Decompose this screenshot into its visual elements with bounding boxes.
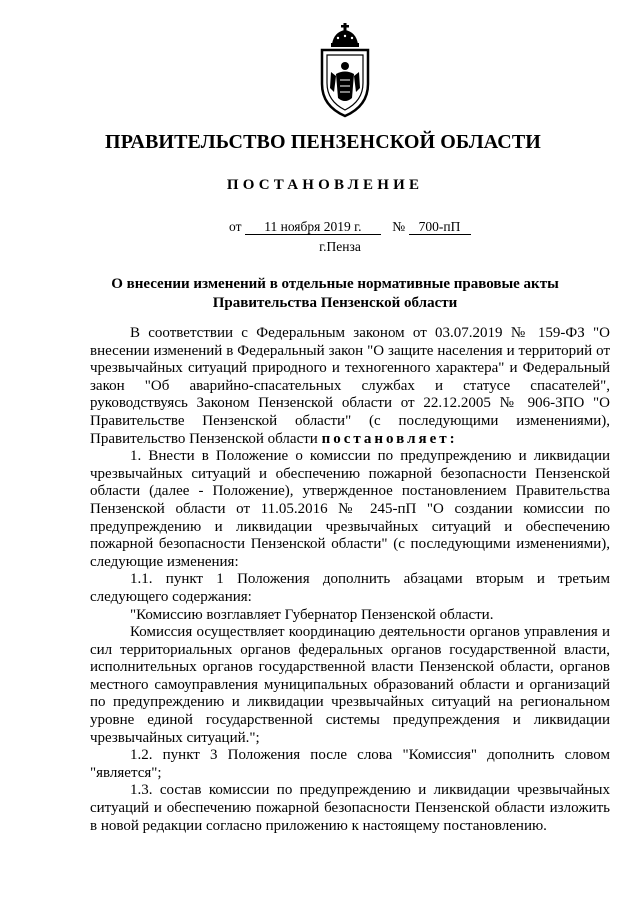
paragraph-item-1-1: 1.1. пункт 1 Положения дополнить абзацами вторым и третьим следующего содержания: xyxy=(90,571,610,605)
preamble-text: В соответствии с Федеральным законом от 03.07.2019 № 159-ФЗ "О внесении изменений в Федеральный закон "О защите населения и территорий от чрезвычайных ситуаций природного и техногенного характера" и Федеральный закон "Об аварийно-спасательных службах и статусе спасателей", руководствуясь Законом Пензенской области от 22.12.2005 № 906-ЗПО "О Правительстве Пензенской области" (с последующими изменениями), Правительство Пензенской области xyxy=(90,325,610,447)
date-prefix: от xyxy=(229,219,242,234)
document-number: 700-пП xyxy=(409,220,471,235)
paragraph-item-1: 1. Внести в Положение о комиссии по предупреждению и ликвидации чрезвычайных ситуаций и обеспечению пожарной безопасности Пензенской области (далее - Положение), утвержденное постановлением Правительства Пензенской области от 11.05.2016 № 245-пП "О создании комиссии по предупреждению и ликвидации чрезвычайных ситуаций и обеспечению пожарной безопасности Пензенской области" (с последующими изменениями), следующие изменения: xyxy=(90,448,610,570)
document-body xyxy=(90,325,610,835)
decree-keyword: постановляет: xyxy=(321,430,458,447)
document-type: ПОСТАНОВЛЕНИЕ xyxy=(226,177,424,193)
city: г.Пенза xyxy=(319,239,361,254)
paragraph-quote-1: "Комиссию возглавляет Губернатор Пензенской области. xyxy=(130,606,494,623)
paragraph-item-1-2: 1.2. пункт 3 Положения после слова "Комиссия" дополнить словом "является"; xyxy=(90,747,610,781)
paragraph-item-1-3: 1.3. состав комиссии по предупреждению и ликвидации чрезвычайных ситуаций и обеспечению пожарной безопасности Пензенской области изложить в новой редакции согласно приложению к настоящему постановлению. xyxy=(90,782,610,834)
government-title: ПРАВИТЕЛЬСТВО ПЕНЗЕНСКОЙ ОБЛАСТИ xyxy=(105,131,541,153)
paragraph-preamble xyxy=(90,325,610,448)
number-sign: № xyxy=(392,219,406,234)
subject-line-2: Правительства Пензенской области xyxy=(212,295,458,311)
coat-of-arms-icon xyxy=(318,22,372,118)
subject-line-1: О внесении изменений в отдельные нормативные правовые акты xyxy=(111,276,559,292)
paragraph-quote-2: Комиссия осуществляет координацию деятельности органов управления и сил территориальных органов федеральных органов государственной власти, исполнительных органов государственной власти Пензенской области, органов местного самоуправления муниципальных образований области и организаций по предупреждению и ликвидации чрезвычайных ситуаций на региональном уровне единой государственной системы предупреждения и ликвидации чрезвычайных ситуаций."; xyxy=(90,624,610,746)
date-number-line xyxy=(229,219,471,235)
document-subject xyxy=(15,275,640,313)
document-date: 11 ноября 2019 г. xyxy=(245,220,381,235)
